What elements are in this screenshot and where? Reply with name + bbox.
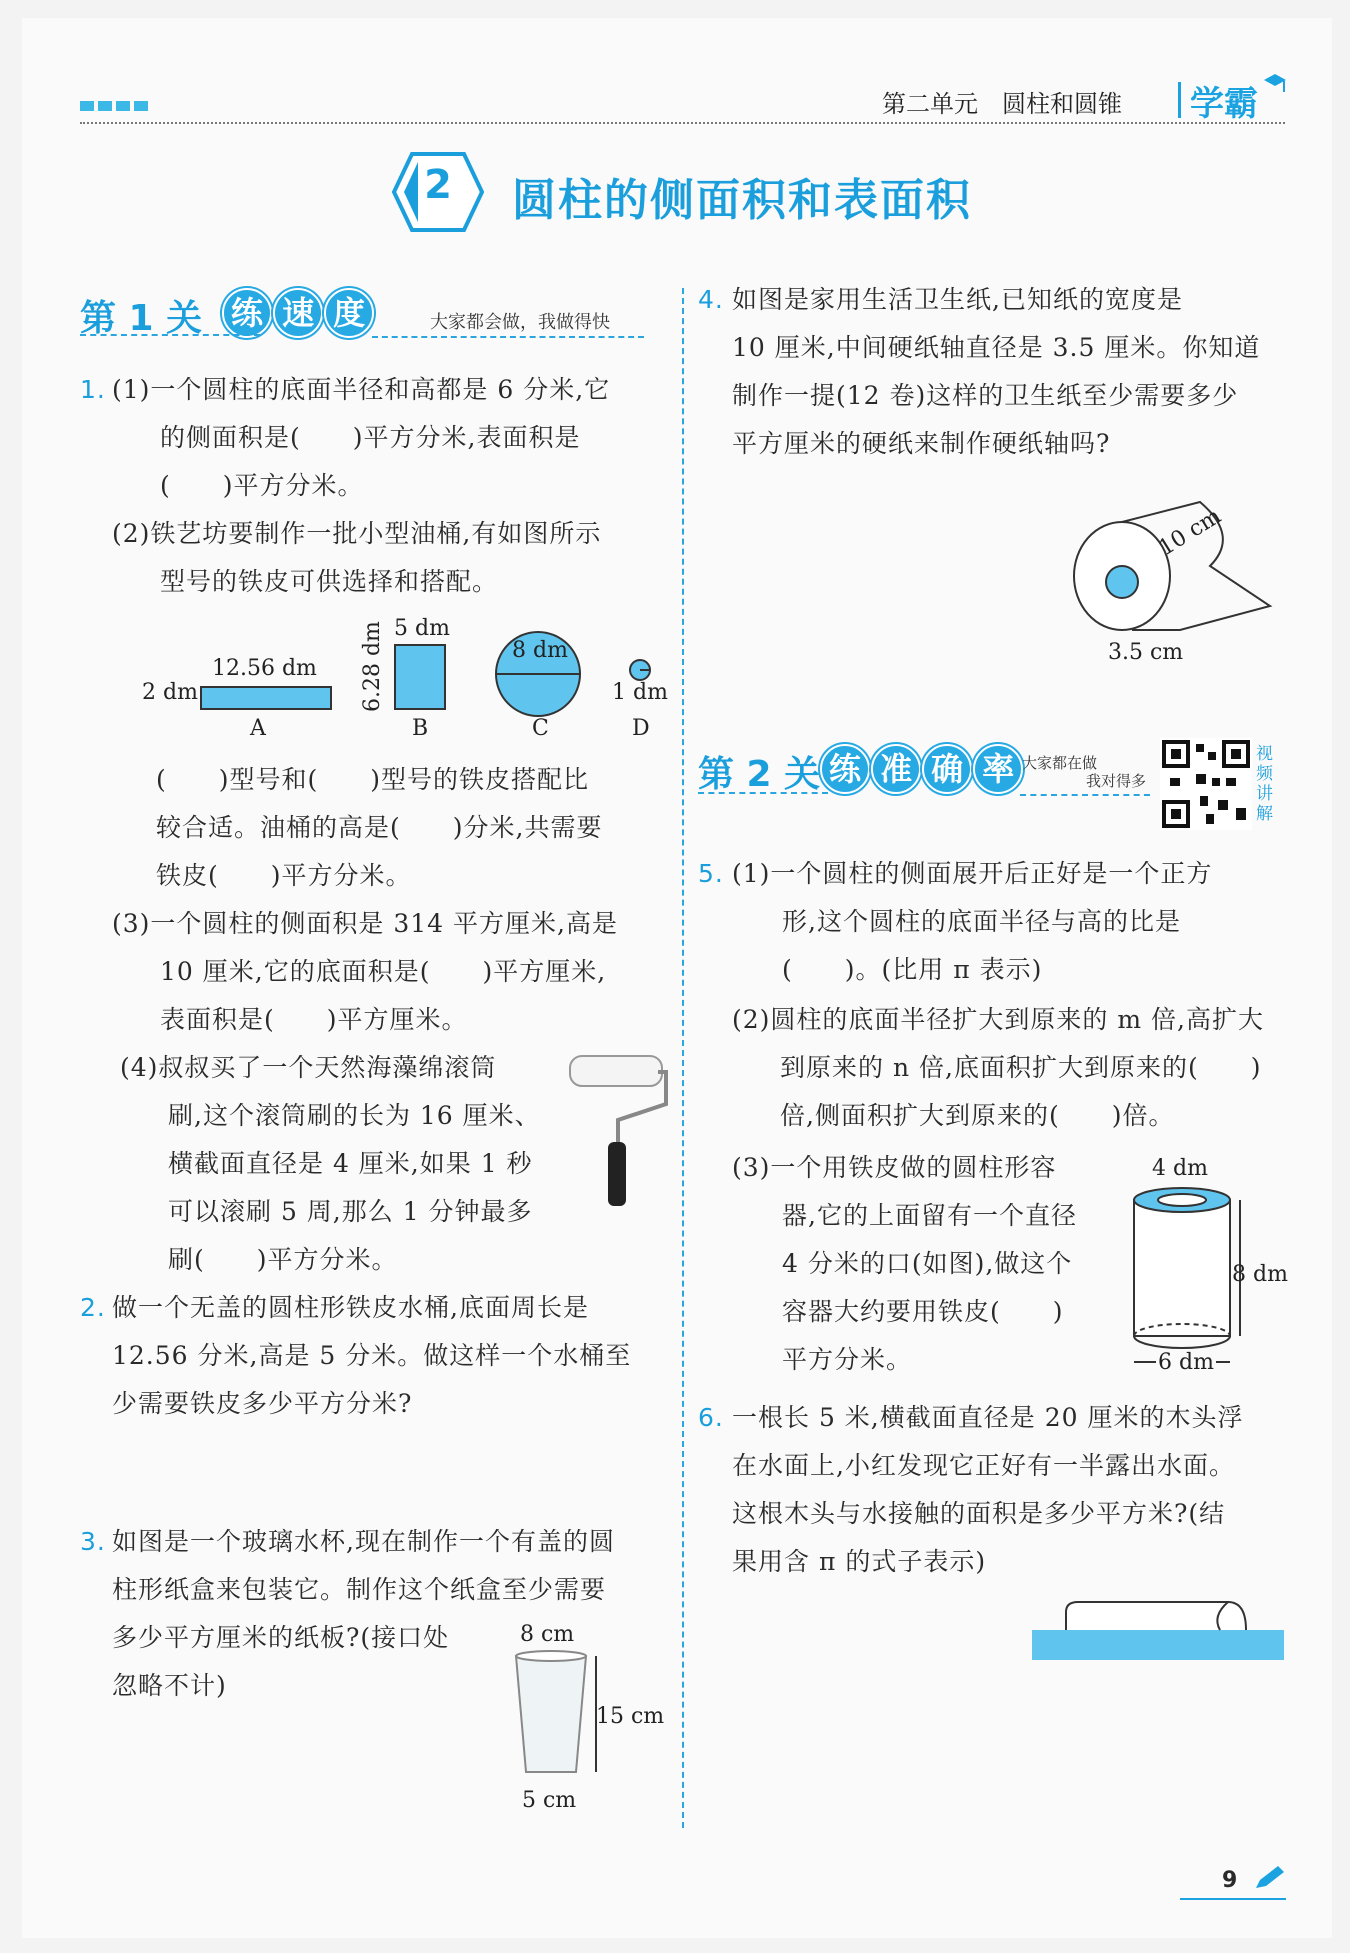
stage2-bubbles	[820, 744, 1019, 794]
stage1-motto-underline	[372, 336, 644, 338]
q1-part2b-line2: 较合适。油桶的高是( )分米,共需要	[156, 813, 603, 842]
stage2-char: 率	[973, 744, 1023, 794]
q1-part4-line4: 可以滚刷 5 周,那么 1 分钟最多	[168, 1197, 533, 1226]
fig-label-b: B	[412, 716, 429, 741]
q1-part4-line3: 横截面直径是 4 厘米,如果 1 秒	[168, 1149, 533, 1178]
pencil-icon	[1252, 1864, 1288, 1892]
container-diameter-label: 6 dm	[1158, 1350, 1214, 1375]
floating-log-image	[1030, 1598, 1286, 1662]
core-diameter-label: 3.5 cm	[1108, 640, 1184, 665]
fig-label-d: D	[632, 716, 650, 741]
fig-label-c: C	[532, 716, 549, 741]
header-decoration	[80, 96, 152, 115]
video-char: 讲	[1256, 784, 1273, 804]
stage2-char: 练	[820, 744, 870, 794]
container-opening-label: 4 dm	[1152, 1156, 1208, 1181]
stage1-char: 度	[324, 288, 374, 338]
cup-top-diameter: 8 cm	[520, 1622, 575, 1647]
paint-roller-image	[566, 1050, 670, 1210]
q4-line2: 10 厘米,中间硬纸轴直径是 3.5 厘米。你知道	[732, 333, 1261, 362]
q5-part3-line1: (3)一个用铁皮做的圆柱形容	[732, 1153, 1057, 1182]
q1-part4-line5: 刷( )平方分米。	[168, 1245, 398, 1274]
q6-line1: 一根长 5 米,横截面直径是 20 厘米的木头浮	[732, 1403, 1244, 1432]
q4-number: 4.	[698, 285, 724, 314]
sheet-b	[394, 644, 446, 710]
q4-line3: 制作一提(12 卷)这样的卫生纸至少需要多少	[732, 381, 1239, 410]
q3-line3: 多少平方厘米的纸板?(接口处	[112, 1623, 450, 1652]
stage1-label: 第 1 关	[80, 298, 203, 339]
q1-part4-line1: (4)叔叔买了一个天然海藻绵滚筒	[120, 1053, 497, 1082]
column-separator	[682, 288, 684, 1828]
q4-line1: 如图是家用生活卫生纸,已知纸的宽度是	[732, 285, 1183, 314]
page-number: 9	[1222, 1868, 1238, 1893]
q1-part2b-line1: ( )型号和( )型号的铁皮搭配比	[156, 765, 590, 794]
footer-rule	[1180, 1898, 1286, 1900]
header-divider	[1178, 82, 1181, 118]
stage2-motto1: 大家都在做	[1022, 754, 1098, 772]
q5-part3-line5: 平方分米。	[782, 1345, 913, 1374]
q2-line2: 12.56 分米,高是 5 分米。做这样一个水桶至	[112, 1341, 632, 1370]
q5-part3-line3: 4 分米的口(如图),做这个	[782, 1249, 1073, 1278]
container-height-label: 8 dm	[1232, 1262, 1288, 1287]
fig-b-height: 6.28 dm	[360, 621, 385, 712]
q5-part1-line3: ( )。(比用 π 表示)	[782, 955, 1043, 984]
q1-part2-line1: (2)铁艺坊要制作一批小型油桶,有如图所示	[112, 519, 602, 548]
q3-line4: 忽略不计)	[112, 1671, 227, 1700]
lesson-number: 2	[424, 162, 452, 208]
glass-cup-image	[510, 1648, 606, 1788]
video-char: 视	[1256, 744, 1273, 764]
cup-bottom-diameter: 5 cm	[522, 1788, 577, 1813]
q1-number: 1.	[80, 375, 106, 404]
q3-line1: 如图是一个玻璃水杯,现在制作一个有盖的圆	[112, 1527, 615, 1556]
q2-line3: 少需要铁皮多少平方分米?	[112, 1389, 413, 1418]
q1-part3-line3: 表面积是( )平方厘米。	[160, 1005, 468, 1034]
stage2-motto-underline	[1020, 794, 1150, 796]
q1-part4-line2: 刷,这个滚筒刷的长为 16 厘米、	[168, 1101, 541, 1130]
q1-part2-line2: 型号的铁皮可供选择和搭配。	[160, 567, 499, 596]
fig-b-width: 5 dm	[394, 616, 450, 641]
qr-code-icon[interactable]	[1160, 738, 1252, 830]
fig-c-diameter: 8 dm	[512, 638, 568, 663]
q3-line2: 柱形纸盒来包装它。制作这个纸盒至少需要	[112, 1575, 607, 1604]
q3-number: 3.	[80, 1527, 106, 1556]
q4-line4: 平方厘米的硬纸来制作硬纸轴吗?	[732, 429, 1111, 458]
q5-part2-line3: 倍,侧面积扩大到原来的( )倍。	[780, 1101, 1175, 1130]
header-rule	[80, 122, 1285, 124]
stage2-motto2: 我对得多	[1086, 772, 1147, 790]
stage1-bubbles	[222, 288, 370, 338]
q5-part1-line2: 形,这个圆柱的底面半径与高的比是	[782, 907, 1181, 936]
q5-part2-line2: 到原来的 n 倍,底面积扩大到原来的( )	[780, 1053, 1262, 1082]
q6-number: 6.	[698, 1403, 724, 1432]
stage2-underline	[698, 792, 828, 794]
q5-number: 5.	[698, 859, 724, 888]
q1-part3-line1: (3)一个圆柱的侧面积是 314 平方厘米,高是	[112, 909, 618, 938]
video-explanation-label[interactable]	[1256, 744, 1276, 824]
q5-part1-line1: (1)一个圆柱的侧面展开后正好是一个正方	[732, 859, 1213, 888]
fig-label-a: A	[250, 716, 266, 741]
q2-line1: 做一个无盖的圆柱形铁皮水桶,底面周长是	[112, 1293, 589, 1322]
q1-part1-line1: (1)一个圆柱的底面半径和高都是 6 分米,它	[112, 375, 611, 404]
brand-logo: 学霸	[1190, 84, 1258, 124]
q6-line3: 这根木头与水接触的面积是多少平方米?(结	[732, 1499, 1226, 1528]
stage2-char: 准	[871, 744, 921, 794]
stage2-char: 确	[922, 744, 972, 794]
fig-a-length: 12.56 dm	[212, 656, 317, 681]
q1-part1-line2: 的侧面积是( )平方分米,表面积是	[160, 423, 581, 452]
stage1-char: 练	[222, 288, 272, 338]
video-char: 解	[1256, 804, 1273, 824]
stage1-underline	[80, 334, 260, 336]
stage1-motto: 大家都会做，我做得快	[430, 312, 610, 333]
fig-a-width: 2 dm	[142, 680, 198, 705]
video-char: 频	[1256, 764, 1273, 784]
paper-width-label: 10 cm	[1154, 503, 1226, 562]
q6-line4: 果用含 π 的式子表示)	[732, 1547, 987, 1576]
fig-d-diameter: 1 dm	[612, 680, 668, 705]
lesson-title: 圆柱的侧面积和表面积	[512, 175, 972, 226]
q2-number: 2.	[80, 1293, 106, 1322]
unit-title: 第二单元 圆柱和圆锥	[882, 90, 1122, 118]
q1-part2b-line3: 铁皮( )平方分米。	[156, 861, 412, 890]
q5-part3-line4: 容器大约要用铁皮( )	[782, 1297, 1064, 1326]
q5-part2-line1: (2)圆柱的底面半径扩大到原来的 m 倍,高扩大	[732, 1005, 1264, 1034]
q6-line2: 在水面上,小红发现它正好有一半露出水面。	[732, 1451, 1235, 1480]
stage2-label: 第 2 关	[698, 754, 821, 795]
sheet-a	[200, 686, 332, 710]
q1-part1-line3: ( )平方分米。	[160, 471, 364, 500]
cylinder-container-image	[1128, 1186, 1248, 1376]
mortarboard-icon	[1262, 70, 1288, 96]
toilet-paper-image	[1070, 496, 1280, 646]
q5-part3-line2: 器,它的上面留有一个直径	[782, 1201, 1077, 1230]
q1-part3-line2: 10 厘米,它的底面积是( )平方厘米,	[160, 957, 607, 986]
stage1-char: 速	[273, 288, 323, 338]
cup-height: 15 cm	[596, 1704, 665, 1729]
